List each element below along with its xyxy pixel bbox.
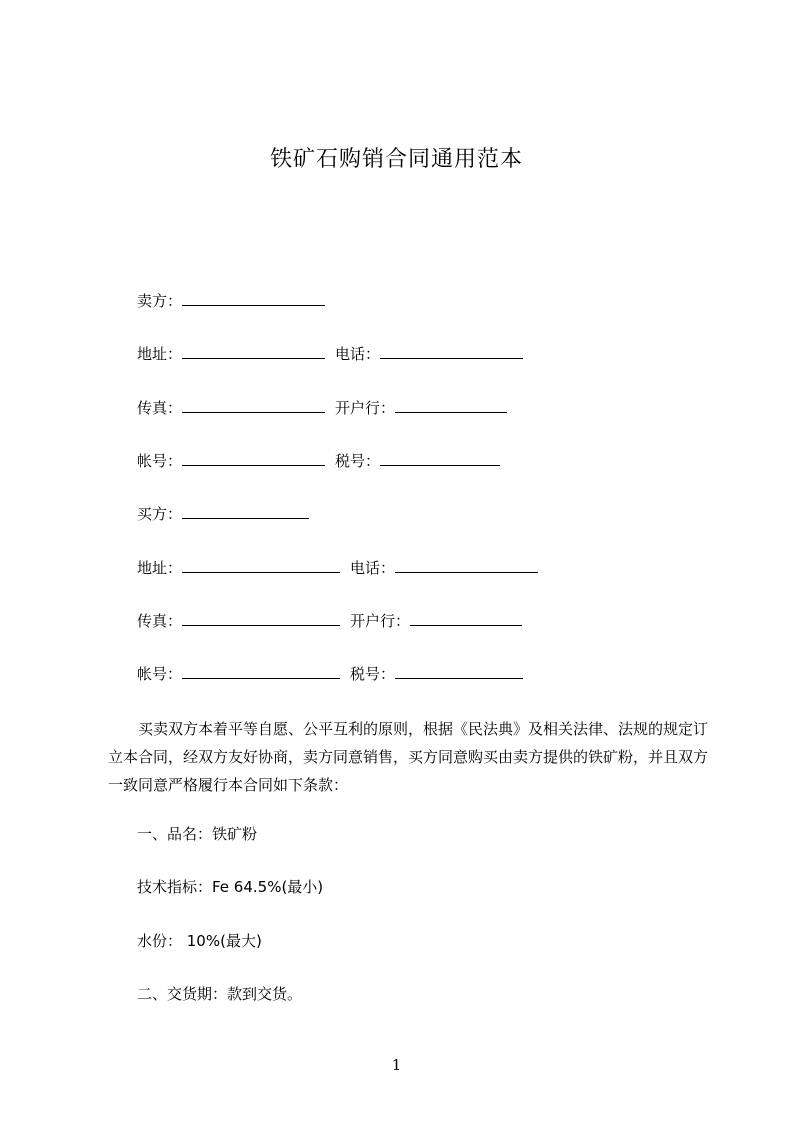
seller-fax-label: 传真： — [137, 399, 183, 417]
seller-account-blank — [182, 451, 325, 466]
seller-phone-label: 电话： — [335, 345, 381, 363]
buyer-phone-label: 电话： — [350, 559, 396, 577]
intro-paragraph: 买卖双方本着平等自愿、公平互利的原则，根据《民法典》及相关法律、法规的规定订立本合同，经双方友好协商，卖方同意销售，买方同意购买由卖方提供的铁矿粉，并且双方一致同意严格履行本合同如下条款： — [108, 720, 709, 794]
seller-address-line — [137, 344, 533, 364]
seller-line — [137, 291, 335, 311]
seller-account-label: 帐号： — [137, 452, 183, 470]
clause-spec: 技术指标：Fe 64.5%(最小) — [137, 878, 324, 896]
seller-tax-label: 税号： — [335, 452, 381, 470]
seller-bank-label: 开户行： — [335, 399, 396, 417]
buyer-fax-blank — [182, 611, 340, 626]
seller-address-blank — [182, 344, 325, 359]
seller-fax-line — [137, 398, 517, 418]
buyer-tax-blank — [395, 664, 523, 679]
buyer-address-line — [137, 558, 548, 578]
clause-product: 一、品名：铁矿粉 — [137, 825, 258, 843]
buyer-address-label: 地址： — [137, 559, 183, 577]
buyer-tax-label: 税号： — [350, 665, 396, 683]
buyer-fax-label: 传真： — [137, 612, 183, 630]
buyer-bank-label: 开户行： — [350, 612, 411, 630]
buyer-phone-blank — [395, 558, 538, 573]
page-number: 1 — [391, 1056, 402, 1074]
buyer-fax-line — [137, 611, 532, 631]
document-title: 铁矿石购销合同通用范本 — [269, 147, 523, 172]
buyer-label: 买方： — [137, 505, 183, 523]
seller-phone-blank — [380, 344, 523, 359]
buyer-account-blank — [182, 664, 340, 679]
seller-bank-blank — [395, 398, 507, 413]
seller-address-label: 地址： — [137, 345, 183, 363]
buyer-bank-blank — [410, 611, 522, 626]
seller-fax-blank — [182, 398, 325, 413]
clause-delivery: 二、交货期：款到交货。 — [137, 985, 303, 1003]
buyer-line — [137, 504, 319, 524]
seller-name-blank — [182, 291, 325, 306]
buyer-account-line — [137, 664, 533, 684]
seller-tax-blank — [380, 451, 500, 466]
seller-account-line — [137, 451, 510, 471]
buyer-address-blank — [182, 558, 340, 573]
clause-moisture: 水份： 10%(最大) — [137, 932, 262, 950]
seller-label: 卖方： — [137, 292, 183, 310]
buyer-account-label: 帐号： — [137, 665, 183, 683]
buyer-name-blank — [182, 504, 309, 519]
